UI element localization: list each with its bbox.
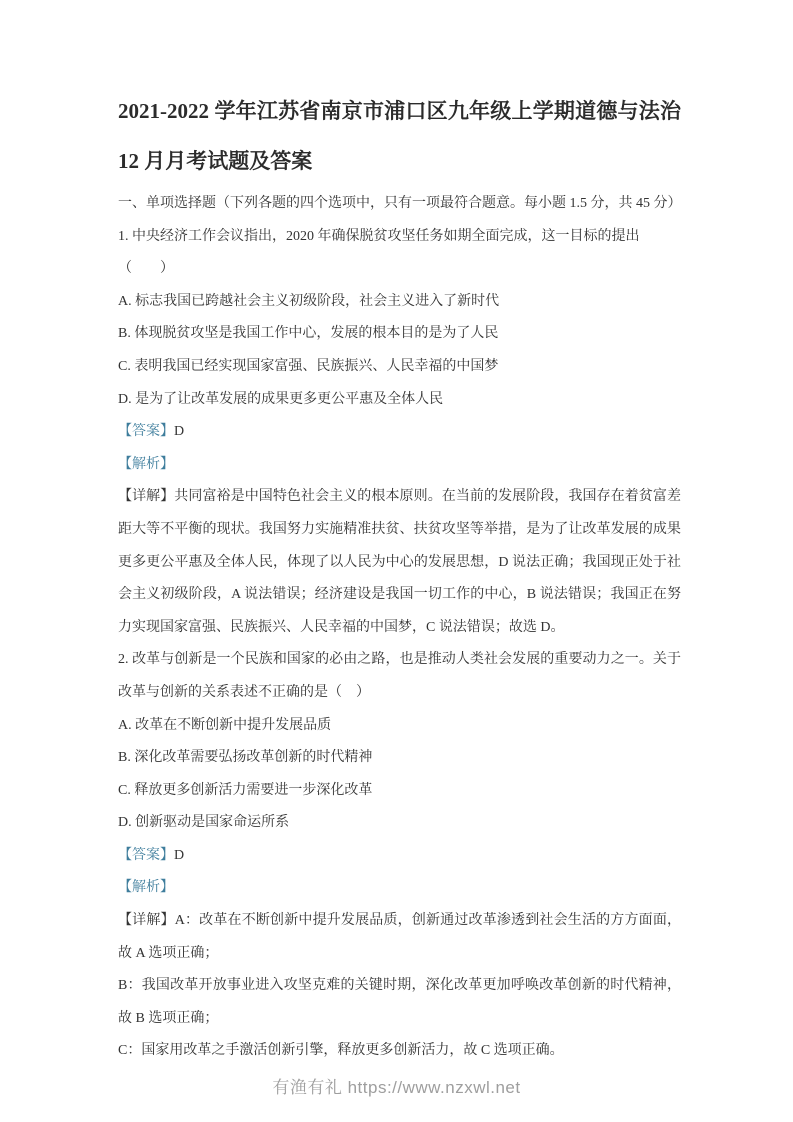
document-title: 2021-2022 学年江苏省南京市浦口区九年级上学期道德与法治 12 月月考试题及答案 (118, 99, 681, 173)
question-2-answer-line (118, 840, 681, 873)
question-2-detail-c: C：国家用改革之手激活创新引擎，释放更多创新活力，故 C 选项正确。 (118, 1043, 564, 1059)
question-1 (118, 221, 681, 645)
answer-value: D (174, 424, 185, 440)
question-2-option-d: D. 创新驱动是国家命运所系 (118, 815, 290, 831)
page-footer-watermark: 有渔有礼 https://www.nzxwl.net (272, 1078, 521, 1097)
question-1-stem: 1. 中央经济工作会议指出，2020 年确保脱贫攻坚任务如期全面完成，这一目标的提出 (118, 228, 640, 244)
question-1-analysis-label: 【解析】 (118, 456, 174, 472)
section-header: 一、单项选择题（下列各题的四个选项中，只有一项最符合题意。每小题 1.5 分，共 45 分） (118, 196, 682, 211)
question-1-option-a: A. 标志我国已跨越社会主义初级阶段，社会主义进入了新时代 (118, 293, 500, 309)
question-2-option-c: C. 释放更多创新活力需要进一步深化改革 (118, 782, 373, 798)
answer-value: D (174, 847, 185, 863)
question-2-detail-b: B：我国改革开放事业进入攻坚克难的关键时期，深化改革更加呼唤改革创新的时代精神，故 B 选项正确； (118, 978, 681, 1026)
question-2 (118, 644, 681, 1068)
answer-label: 【答案】 (118, 424, 174, 440)
question-2-analysis-label: 【解析】 (118, 880, 174, 896)
question-2-option-b: B. 深化改革需要弘扬改革创新的时代精神 (118, 750, 373, 766)
answer-label: 【答案】 (118, 847, 174, 863)
question-1-answer-line (118, 416, 681, 449)
question-1-stem-brackets: （ ） (118, 261, 174, 277)
question-1-option-d: D. 是为了让改革发展的成果更多更公平惠及全体人民 (118, 391, 444, 407)
question-2-stem: 2. 改革与创新是一个民族和国家的必由之路，也是推动人类社会发展的重要动力之一。关于改革与创新的关系表述不正确的是（ ） (118, 652, 681, 700)
question-1-option-c: C. 表明我国已经实现国家富强、民族振兴、人民幸福的中国梦 (118, 358, 499, 374)
question-2-option-a: A. 改革在不断创新中提升发展品质 (118, 717, 332, 733)
question-2-detail-a: 【详解】A：改革在不断创新中提升发展品质，创新通过改革渗透到社会生活的方方面面，故 A 选项正确； (118, 913, 681, 961)
question-1-option-b: B. 体现脱贫攻坚是我国工作中心，发展的根本目的是为了人民 (118, 326, 499, 342)
question-1-detail: 【详解】共同富裕是中国特色社会主义的根本原则。在当前的发展阶段，我国存在着贫富差距大等不平衡的现状。我国努力实施精准扶贫、扶贫攻坚等举措，是为了让改革发展的成果更多更公平惠及全体人民，体现了以人民为中心的发展思想，D 说法正确；我国现正处于社会主义初级阶段，A 说法错误；经济建设是我国一切工作的中心，B 说法错误；我国正在努力实现国家富强、民族振兴、人民幸福的中国梦，C 说法错误；故选 D。 (118, 489, 681, 635)
